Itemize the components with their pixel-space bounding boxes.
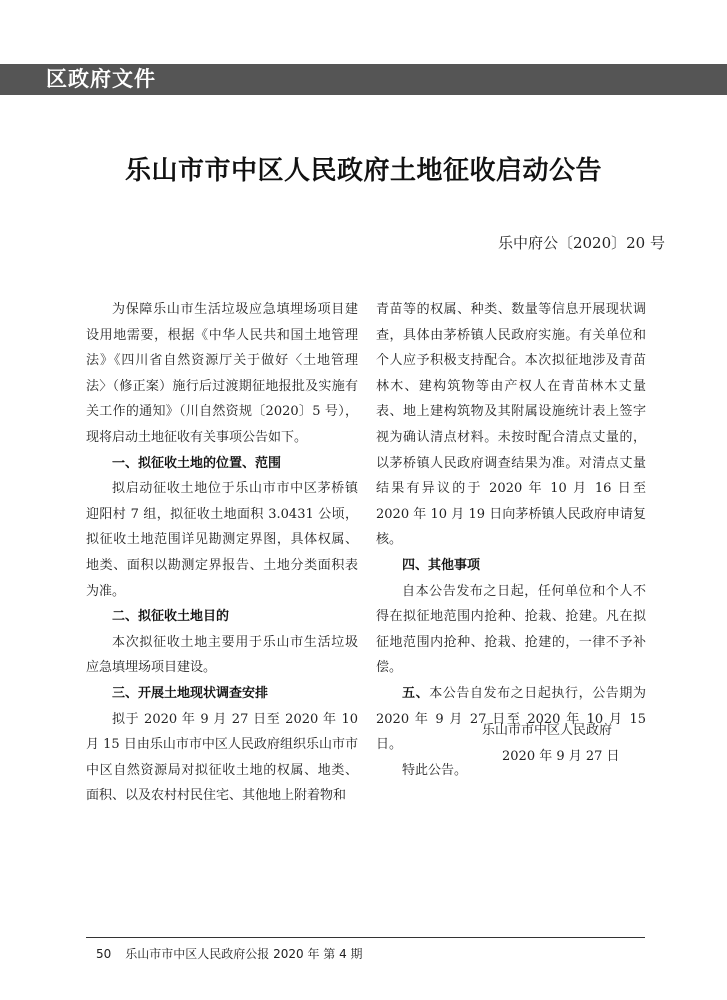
signature-date: 2020 年 9 月 27 日 — [502, 749, 620, 764]
document-title: 乐山市市中区人民政府土地征收启动公告 — [124, 156, 602, 186]
section3-heading: 三、开展土地现状调查安排 — [112, 685, 269, 701]
section5-heading: 五、 — [402, 685, 430, 701]
footer-divider — [86, 937, 645, 938]
section2-heading: 二、拟征收土地目的 — [112, 609, 230, 625]
section3-body-part2: 青苗等的权属、种类、数量等信息开展现状调查，具体由茅桥镇人民政府实施。有关单位和个人应予积极支持配合。本次拟征地涉及青苗林木、建构筑物等由产权人在青苗林木丈量表、地上建构筑物及其附属设施统计表上签字视为确认清点材料。未按时配合清点丈量的，以茅桥镇人民政府调查结果为准。对清点丈量结果有异议的于 2020 年 10 月 16 日至 2020 年 10 月 19 日向茅桥镇人民政府申请复核。 — [376, 302, 646, 548]
section5-body: 本公告自发布之日起执行，公告期为 2020 年 9 月 27 日至 2020 年 10 月 15 日。 — [376, 685, 646, 753]
section4-heading: 四、其他事项 — [402, 557, 481, 573]
intro-paragraph: 为保障乐山市生活垃圾应急填埋场项目建设用地需要，根据《中华人民共和国土地管理法》《四川省自然资源厅关于做好〈土地管理法〉（修正案）施行后过渡期征地报批及实施有关工作的通知》（川自然资规〔2020〕5 号），现将启动土地征收有关事项公告如下。 — [86, 302, 358, 445]
section3-body-part1: 拟于 2020 年 9 月 27 日至 2020 年 10 月 15 日由乐山市市中区人民政府组织乐山市市中区自然资源局对拟征收土地的权属、地类、面积、以及农村村民住宅、其他地上附着物和 — [86, 711, 358, 804]
left-column — [86, 297, 358, 809]
page-number: 50 — [96, 947, 112, 961]
section1-body: 拟启动征收土地位于乐山市市中区茅桥镇迎阳村 7 组，拟征收土地面积 3.0431 公顷，拟征收土地范围详见勘测定界图，具体权属、地类、面积以勘测定界报告、土地分类面积表为准。 — [86, 481, 358, 599]
right-column — [376, 297, 646, 783]
section1-heading: 一、拟征收土地的位置、范围 — [112, 455, 282, 471]
document-number: 乐中府公〔2020〕20 号 — [497, 234, 665, 252]
banner-label: 区政府文件 — [46, 67, 156, 91]
section2-body: 本次拟征收土地主要用于乐山市生活垃圾应急填埋场项目建设。 — [86, 634, 358, 676]
signature-organization: 乐山市市中区人民政府 — [482, 723, 613, 738]
section4-body: 自本公告发布之日起，任何单位和个人不得在拟征地范围内抢种、抢栽、抢建。凡在拟征地范围内抢种、抢栽、抢建的，一律不予补偿。 — [376, 583, 646, 676]
page-footer — [96, 945, 363, 962]
section-banner — [0, 64, 727, 95]
closing-line: 特此公告。 — [402, 762, 468, 778]
publication-name: 乐山市市中区人民政府公报 2020 年 第 4 期 — [125, 947, 363, 961]
